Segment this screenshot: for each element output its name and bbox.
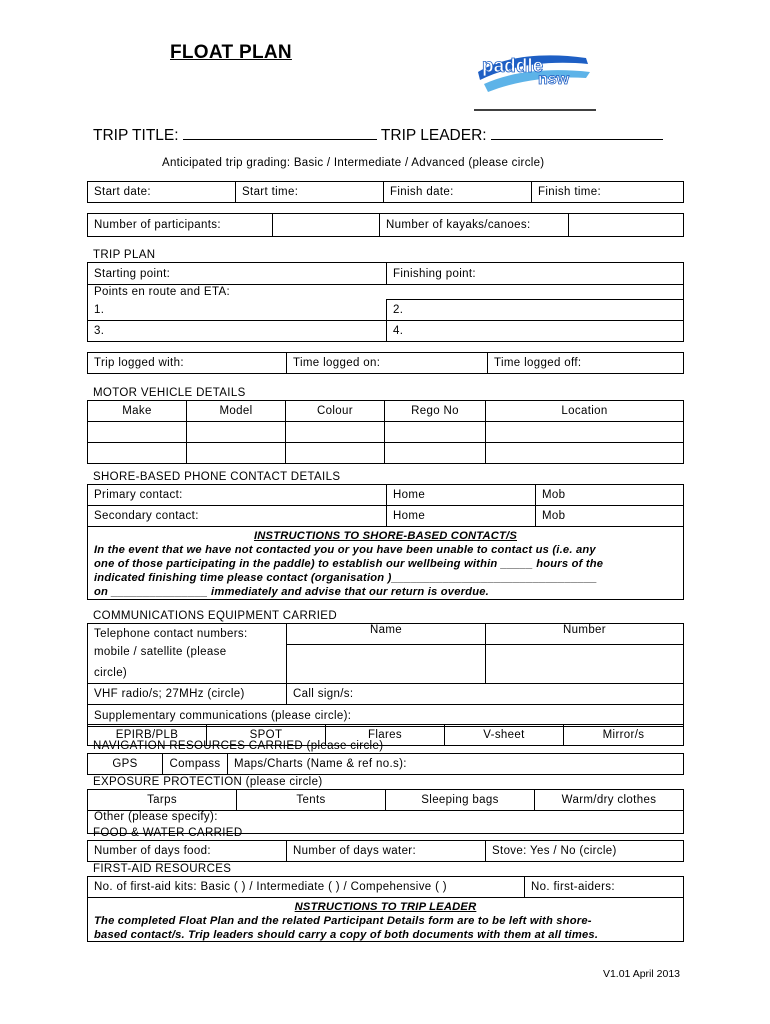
primary-mob-cell[interactable]: Mob [536,485,684,506]
shore-instructions-line: one of those participating in the paddle) to establish our wellbeing within _____ hours of the [94,558,604,570]
first-aid-heading: FIRST-AID RESOURCES [93,863,232,875]
vehicle-cell[interactable] [286,422,385,443]
phone-numbers-label [88,624,287,684]
vehicle-cell[interactable] [385,443,486,464]
shore-instructions-line: In the event that we have not contacted you or you have been unable to contact us (i.e. any [94,544,596,556]
logged-with-cell[interactable]: Trip logged with: [88,353,287,374]
secondary-mob-cell[interactable]: Mob [536,506,684,527]
kayaks-label: Number of kayaks/canoes: [380,214,569,237]
supp-spot[interactable]: SPOT [207,725,326,746]
supp-mirrors[interactable]: Mirror/s [564,725,684,746]
version-label: V1.01 April 2013 [602,968,680,980]
point-3-cell[interactable]: 3. [88,321,387,342]
vehicle-table [87,400,684,464]
secondary-contact-cell[interactable]: Secondary contact: [88,506,387,527]
logo-text-paddle: paddle [482,56,544,77]
shore-instructions-line: indicated finishing time please contact (organisation )________________________________ [94,572,598,584]
phone-label-line: mobile / satellite (please [94,646,227,658]
secondary-home-cell[interactable]: Home [387,506,536,527]
point-2-cell[interactable]: 2. [387,300,684,321]
exposure-other[interactable]: Other (please specify): [88,811,684,834]
vehicle-cell[interactable] [486,422,684,443]
first-aiders-cell[interactable]: No. first-aiders: [525,877,684,898]
trip-title-label: TRIP TITLE: [93,127,179,144]
exposure-warm-clothes[interactable]: Warm/dry clothes [535,790,684,811]
logo-text-nsw: nsw [538,71,570,88]
food-heading: FOOD & WATER CARRIED [93,827,243,839]
days-water-cell[interactable]: Number of days water: [287,841,486,862]
vehicle-col-rego: Rego No [385,401,486,422]
shore-instructions-line: on _______________ immediately and advise that our return is overdue. [94,586,489,598]
vehicle-cell[interactable] [187,422,286,443]
finish-time-cell[interactable]: Finish time: [532,182,684,203]
supp-vsheet[interactable]: V-sheet [445,725,564,746]
stove-cell[interactable]: Stove: Yes / No (circle) [486,841,684,862]
primary-contact-cell[interactable]: Primary contact: [88,485,387,506]
finishing-point-cell[interactable]: Finishing point: [387,263,684,285]
point-1-cell[interactable]: 1. [88,300,387,321]
call-sign-cell[interactable]: Call sign/s: [287,684,684,705]
trip-title-field[interactable] [183,127,377,140]
exposure-sleeping-bags[interactable]: Sleeping bags [386,790,535,811]
trip-plan-heading: TRIP PLAN [93,249,156,261]
vehicle-col-colour: Colour [286,401,385,422]
phone-table [87,484,684,527]
phone-heading: SHORE-BASED PHONE CONTACT DETAILS [93,471,341,483]
trip-leader-label: TRIP LEADER: [380,127,487,144]
vehicle-cell[interactable] [486,443,684,464]
participants-table [87,213,684,237]
leader-instructions-line: The completed Float Plan and the related Participant Details form are to be left with shore- [94,915,592,927]
dates-table [87,181,684,203]
nav-gps[interactable]: GPS [88,754,163,775]
logging-table [87,352,684,374]
comms-number-header: Number [486,624,684,645]
exposure-tents[interactable]: Tents [237,790,386,811]
vehicle-cell[interactable] [286,443,385,464]
nav-compass[interactable]: Compass [163,754,228,775]
kayaks-value[interactable] [569,214,684,237]
phone-label-line: Telephone contact numbers: [94,628,248,640]
supplementary-cell: Supplementary communications (please circle): [88,705,684,727]
vehicle-cell[interactable] [187,443,286,464]
shore-contact-instructions [87,527,684,600]
finish-date-cell[interactable]: Finish date: [384,182,532,203]
navigation-heading: NAVIGATION RESOURCES CARRIED (please circle) [93,740,384,752]
participants-value[interactable] [273,214,380,237]
points-en-route-label: Points en route and ETA: [88,285,684,300]
vehicle-col-make: Make [88,401,187,422]
vehicle-col-model: Model [187,401,286,422]
logged-off-cell[interactable]: Time logged off: [488,353,684,374]
navigation-table [87,753,684,775]
comms-name-header: Name [287,624,486,645]
trip-grading: Anticipated trip grading: Basic / Intermediate / Advanced (please circle) [162,157,545,169]
vehicle-heading: MOTOR VEHICLE DETAILS [93,387,246,399]
primary-home-cell[interactable]: Home [387,485,536,506]
days-food-cell[interactable]: Number of days food: [88,841,287,862]
exposure-tarps[interactable]: Tarps [88,790,237,811]
logged-on-cell[interactable]: Time logged on: [287,353,488,374]
paddle-nsw-logo [474,50,596,112]
leader-instructions-line: based contact/s. Trip leaders should carry a copy of both documents with them at all times. [94,929,599,941]
food-table [87,840,684,862]
vehicle-cell[interactable] [88,443,187,464]
comms-number-cell[interactable] [486,645,684,684]
starting-point-cell[interactable]: Starting point: [88,263,387,285]
vehicle-cell[interactable] [385,422,486,443]
start-time-cell[interactable]: Start time: [236,182,384,203]
comms-name-cell[interactable] [287,645,486,684]
first-aid-table [87,876,684,898]
exposure-heading: EXPOSURE PROTECTION (please circle) [93,776,323,788]
supp-flares[interactable]: Flares [326,725,445,746]
nav-maps[interactable]: Maps/Charts (Name & ref no.s): [228,754,684,775]
comms-heading: COMMUNICATIONS EQUIPMENT CARRIED [93,610,337,622]
start-date-cell[interactable]: Start date: [88,182,236,203]
vhf-cell[interactable]: VHF radio/s; 27MHz (circle) [88,684,287,705]
participants-label: Number of participants: [88,214,273,237]
shore-instructions-heading: INSTRUCTIONS TO SHORE-BASED CONTACT/S [253,530,518,542]
phone-label-line: circle) [94,667,128,679]
supp-epirb[interactable]: EPIRB/PLB [88,725,207,746]
page-title: FLOAT PLAN [170,42,292,63]
comms-table [87,623,684,727]
vehicle-cell[interactable] [88,422,187,443]
leader-instructions-heading: NSTRUCTIONS TO TRIP LEADER [294,901,477,913]
vehicle-col-location: Location [486,401,684,422]
first-aid-kits-cell[interactable]: No. of first-aid kits: Basic ( ) / Intermediate ( ) / Compehensive ( ) [88,877,525,898]
trip-header-line [93,127,663,145]
point-4-cell[interactable]: 4. [387,321,684,342]
trip-plan-table [87,262,684,342]
trip-leader-instructions [87,898,684,942]
trip-leader-field[interactable] [491,127,663,140]
